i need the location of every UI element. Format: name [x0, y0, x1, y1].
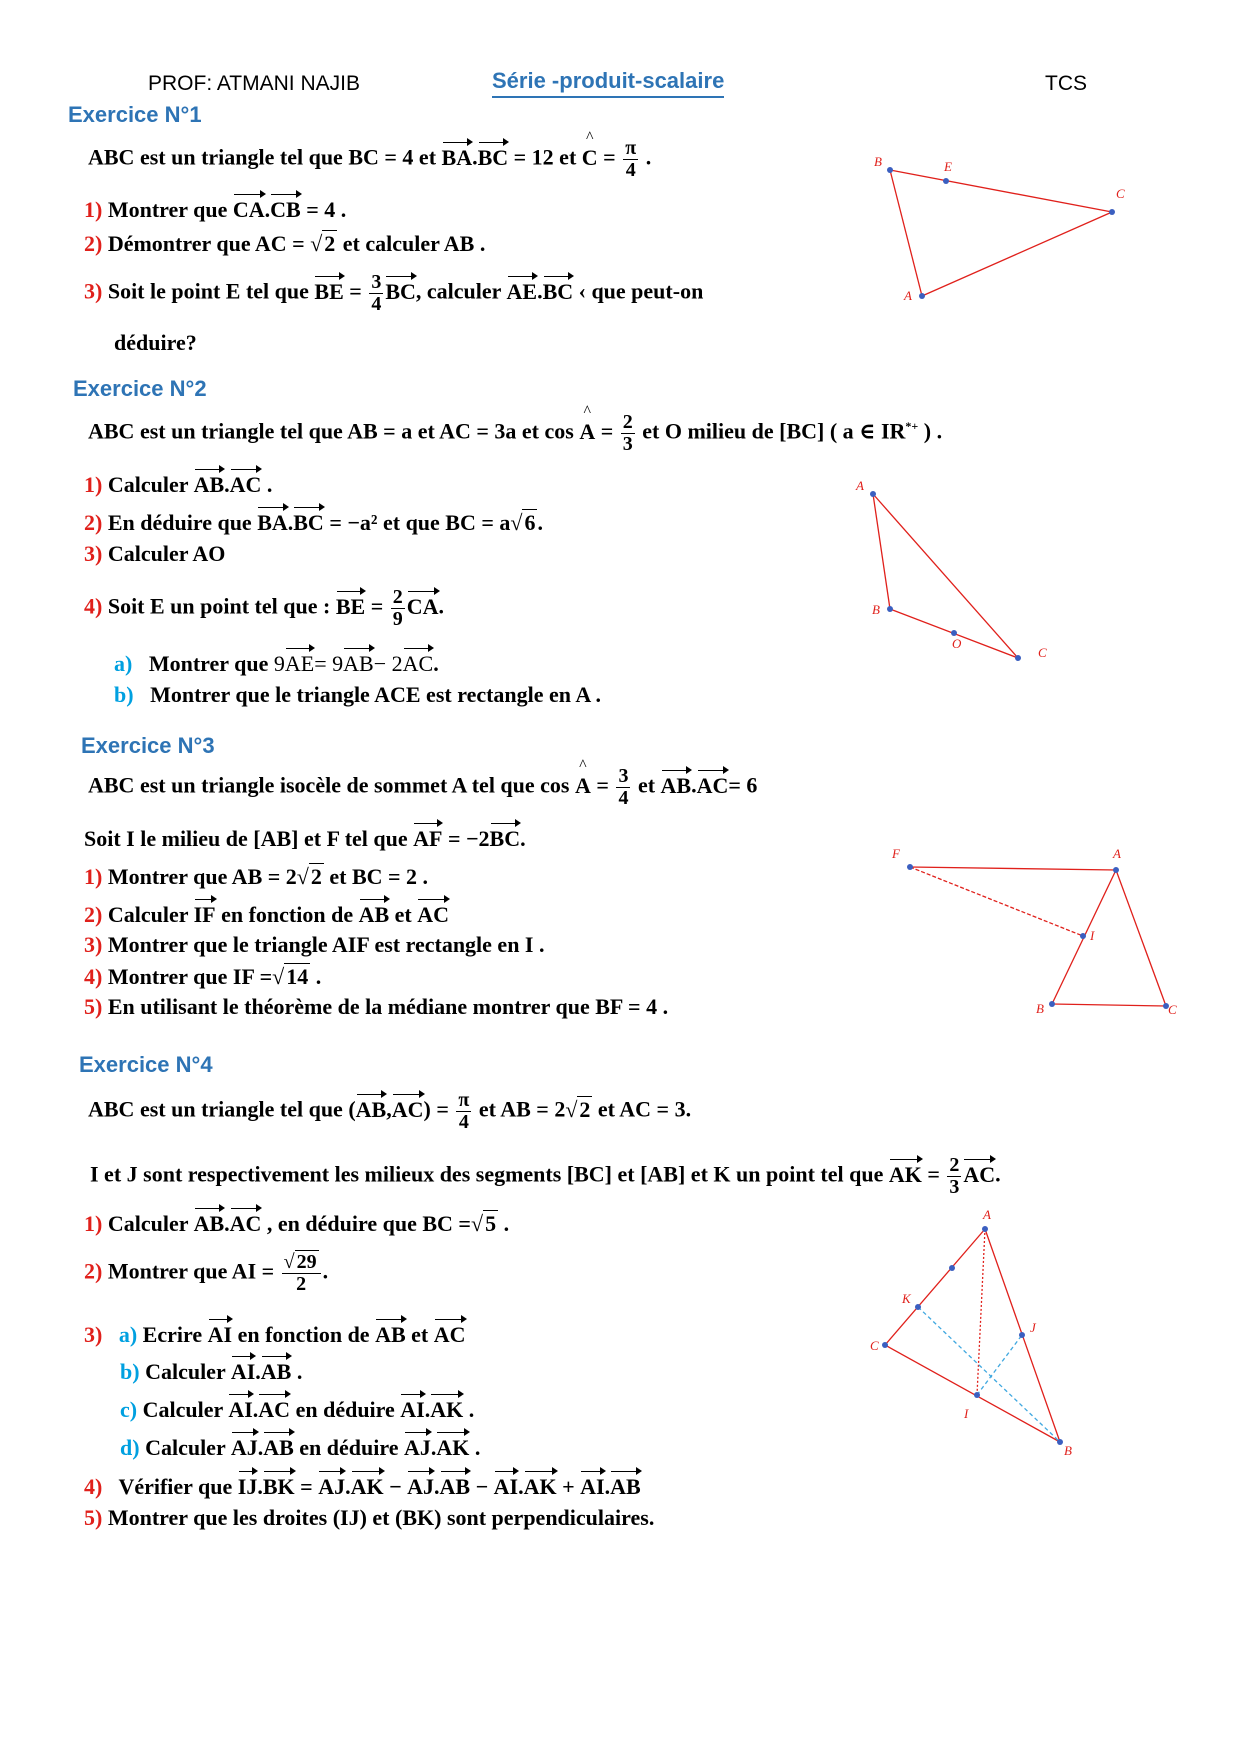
ex4-figure: [850, 1205, 1120, 1475]
ex4-q2: 2) Montrer que AI = $\frac{√ 29}{2}$ .: [84, 1251, 329, 1295]
exercise-1-heading: Exercice N°1: [68, 102, 202, 127]
ex4-q3a: 3) a) Ecrire AI en fonction de AB et AC: [84, 1322, 466, 1347]
prof-name: PROF: ATMANI NAJIB: [148, 72, 360, 95]
ex1-side-ca: [922, 212, 1112, 296]
ex3-q3: 3) Montrer que le triangle AIF est rectangle en I .: [84, 932, 545, 957]
ex4-point-a: [982, 1226, 988, 1232]
ex1-figure: [860, 140, 1140, 310]
ex4-q3d: d) Calculer AJ.AB en déduire AJ.AK .: [120, 1435, 481, 1460]
ex3-point-a: [1113, 867, 1119, 873]
ex4-point-j: [1019, 1332, 1025, 1338]
ex1-label-a: A: [904, 288, 912, 303]
ex1-label-c: C: [1116, 186, 1125, 201]
ex3-label-f: F: [892, 846, 900, 861]
ex4-q5: 5) Montrer que les droites (IJ) et (BK) sont perpendiculaires.: [84, 1505, 655, 1530]
ex3-q1: 1) Montrer que AB = 2√2 et BC = 2 .: [84, 864, 429, 889]
ex1-label-e: E: [944, 159, 952, 174]
ex2-point-a: [870, 491, 876, 497]
ex2-qa: a) Montrer que 9AE= 9AB− 2AC.: [114, 651, 439, 676]
ex4-label-j: J: [1030, 1320, 1036, 1335]
ex3-q5: 5) En utilisant le théorème de la médiane montrer que BF = 4 .: [84, 994, 669, 1019]
ex1-q3-line2: déduire?: [114, 330, 197, 355]
ex2-q3: 3) Calculer AO: [84, 541, 226, 566]
ex2-label-o: O: [952, 636, 962, 651]
page-title: Série -produit-scalaire: [492, 68, 724, 98]
ex2-qb: b) Montrer que le triangle ACE est rectangle en A .: [114, 682, 601, 707]
ex1-q1: 1) Montrer que CA.CB = 4 .: [84, 197, 347, 222]
ex4-side-ca: [885, 1229, 985, 1345]
ex4-q3b: b) Calculer AI.AB .: [120, 1359, 303, 1384]
ex1-q2: 2) Démontrer que AC = √2 et calculer AB .: [84, 231, 486, 256]
ex4-label-b: B: [1064, 1443, 1072, 1458]
ex1-point-a: [919, 293, 925, 299]
ex3-side-cb: [1052, 1004, 1166, 1006]
ex1-side-ab: [890, 170, 922, 296]
ex3-q4: 4) Montrer que IF =√14 .: [84, 964, 322, 989]
ex3-label-i: I: [1090, 928, 1095, 943]
exercise-2-heading: Exercice N°2: [73, 376, 207, 401]
ex3-label-b: B: [1036, 1001, 1044, 1016]
ex4-point-c: [882, 1342, 888, 1348]
ex3-statement: ABC est un triangle isocèle de sommet A tel que cos ^ A = $\frac{3}{4}$ et AB.AC= 6: [88, 766, 757, 809]
ex1-q3: 3) Soit le point E tel que BE = $\frac{3}{4}$ BC, calculer AE.BC ‹ que peut-on: [84, 271, 704, 315]
ex4-point-mid: [949, 1265, 955, 1271]
ex2-side-ac: [873, 494, 1018, 658]
ex4-side-bc: [885, 1345, 1060, 1442]
ex4-statement: ABC est un triangle tel que (AB,AC) = $\frac{\pi}{4}$ et AB = 2√2 et AC = 3.: [88, 1089, 692, 1133]
ex2-figure: [840, 470, 1080, 670]
level: TCS: [1045, 72, 1087, 95]
ex2-statement: ABC est un triangle tel que AB = a et AC = 3a et cos ^ A = $\frac{2}{3}$ et O milieu de [BC] ( a ∈ IR*+ ) .: [88, 412, 942, 455]
ex2-q2: 2) En déduire que BA.BC = −a² et que BC = a√6.: [84, 510, 543, 535]
ex3-q2: 2) Calculer IF en fonction de AB et AC: [84, 902, 450, 927]
ex2-label-b: B: [872, 602, 880, 617]
ex1-point-b: [887, 167, 893, 173]
ex2-point-b: [887, 606, 893, 612]
ex4-label-a: A: [983, 1207, 991, 1222]
ex4-point-k: [915, 1304, 921, 1310]
ex3-label-c: C: [1168, 1002, 1177, 1017]
exercise-4-heading: Exercice N°4: [79, 1052, 213, 1077]
ex3-point-b: [1049, 1001, 1055, 1007]
ex3-point-f: [907, 864, 913, 870]
ex4-line2: I et J sont respectivement les milieux des segments [BC] et [AB] et K un point tel que AK = $\frac{2}{3}$ AC.: [90, 1154, 1001, 1198]
ex4-label-i: I: [964, 1406, 969, 1421]
ex4-q4: 4) Vérifier que IJ.BK = AJ.AK − AJ.AB − AI.AK + AI.AB: [84, 1474, 641, 1499]
ex1-statement: ABC est un triangle tel que BC = 4 et BA.BC = 12 et ^ C = $\frac{\pi}{4}$ .: [88, 138, 651, 181]
ex4-segment-ij: [977, 1335, 1022, 1395]
ex3-label-a: A: [1113, 846, 1121, 861]
ex4-q3c: c) Calculer AI.AC en déduire AI.AK .: [120, 1397, 475, 1422]
ex3-point-i: [1080, 933, 1086, 939]
ex4-point-b: [1057, 1439, 1063, 1445]
ex2-label-c: C: [1038, 645, 1047, 660]
ex1-point-c: [1109, 209, 1115, 215]
ex1-label-b: B: [874, 154, 882, 169]
ex4-q1: 1) Calculer AB.AC , en déduire que BC =√5 .: [84, 1211, 510, 1236]
ex3-side-fa: [910, 867, 1116, 870]
ex4-label-k: K: [902, 1291, 911, 1306]
ex4-point-i: [974, 1392, 980, 1398]
ex3-side-ac: [1116, 870, 1166, 1006]
ex2-label-a: A: [856, 478, 864, 493]
ex2-q1: 1) Calculer AB.AC .: [84, 472, 273, 497]
ex4-label-c: C: [870, 1338, 879, 1353]
ex3-intro: Soit I le milieu de [AB] et F tel que AF = −2BC.: [84, 826, 526, 851]
ex2-point-c: [1015, 655, 1021, 661]
ex1-point-e: [943, 178, 949, 184]
ex1-side-bc: [890, 170, 1112, 212]
ex2-q4: 4) Soit E un point tel que : BE = $\frac{2}{9}$ CA.: [84, 586, 445, 630]
ex3-figure: [880, 840, 1180, 1020]
ex3-segment-fi: [910, 867, 1083, 936]
exercise-3-heading: Exercice N°3: [81, 733, 215, 758]
